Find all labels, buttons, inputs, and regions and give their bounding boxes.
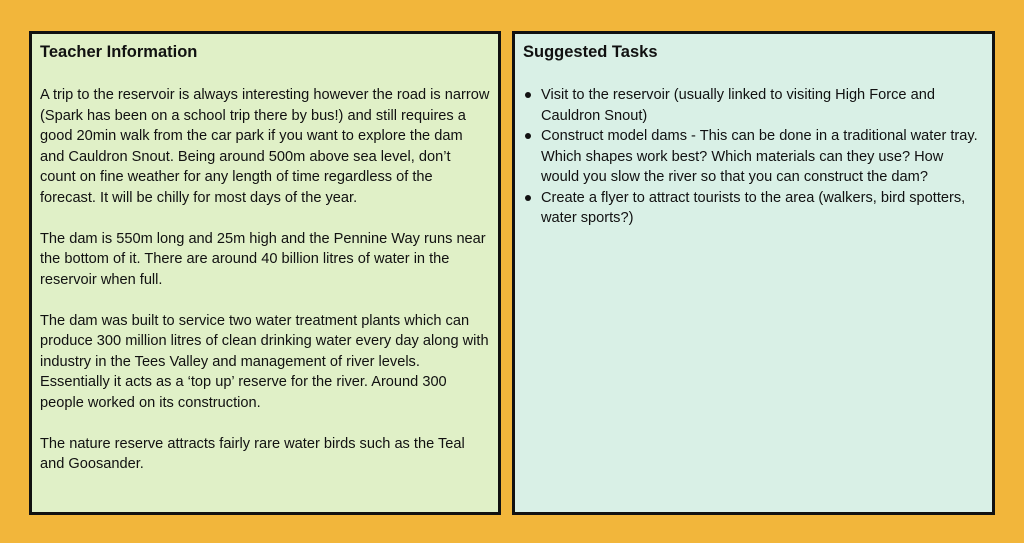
teacher-information-title: Teacher Information — [40, 43, 198, 61]
suggested-tasks-panel — [512, 31, 995, 515]
suggested-tasks-title: Suggested Tasks — [523, 43, 658, 61]
teacher-info-paragraph: The nature reserve attracts fairly rare water birds such as the Teal and Goosander. — [40, 435, 465, 472]
list-item — [523, 188, 984, 229]
bullet-icon — [525, 133, 531, 139]
teacher-info-paragraph: The dam was built to service two water treatment plants which can produce 300 million litres of clean drinking water every day along with industry in the Tees Valley and management of river levels. Essentially it acts as a ‘top up’ reserve for the river. Around 300 people worked on its construction. — [40, 312, 489, 411]
bullet-icon — [525, 92, 531, 98]
list-item — [523, 126, 984, 188]
task-text: Construct model dams - This can be done in a traditional water tray. Which shapes work best? Which materials can they use? How would you slow the river so that you can construct the dam? — [541, 128, 978, 185]
task-text: Visit to the reservoir (usually linked to visiting High Force and Cauldron Snout) — [541, 87, 935, 124]
bullet-icon — [525, 195, 531, 201]
teacher-info-paragraph: The dam is 550m long and 25m high and the Pennine Way runs near the bottom of it. There are around 40 billion litres of water in the reservoir when full. — [40, 230, 486, 288]
task-list — [523, 85, 984, 229]
list-item — [523, 85, 984, 126]
task-text: Create a flyer to attract tourists to the area (walkers, bird spotters, water sports?) — [541, 189, 966, 226]
teacher-info-paragraph: A trip to the reservoir is always interesting however the road is narrow (Spark has been on a school trip there by bus!) and still requires a good 20min walk from the car park if you want to explore the dam and Cauldron Snout. Being around 500m above sea level, don’t count on fine weather for any length of time regardless of the forecast. It will be chilly for most days of the year. — [40, 87, 490, 206]
teacher-information-panel — [29, 31, 501, 515]
